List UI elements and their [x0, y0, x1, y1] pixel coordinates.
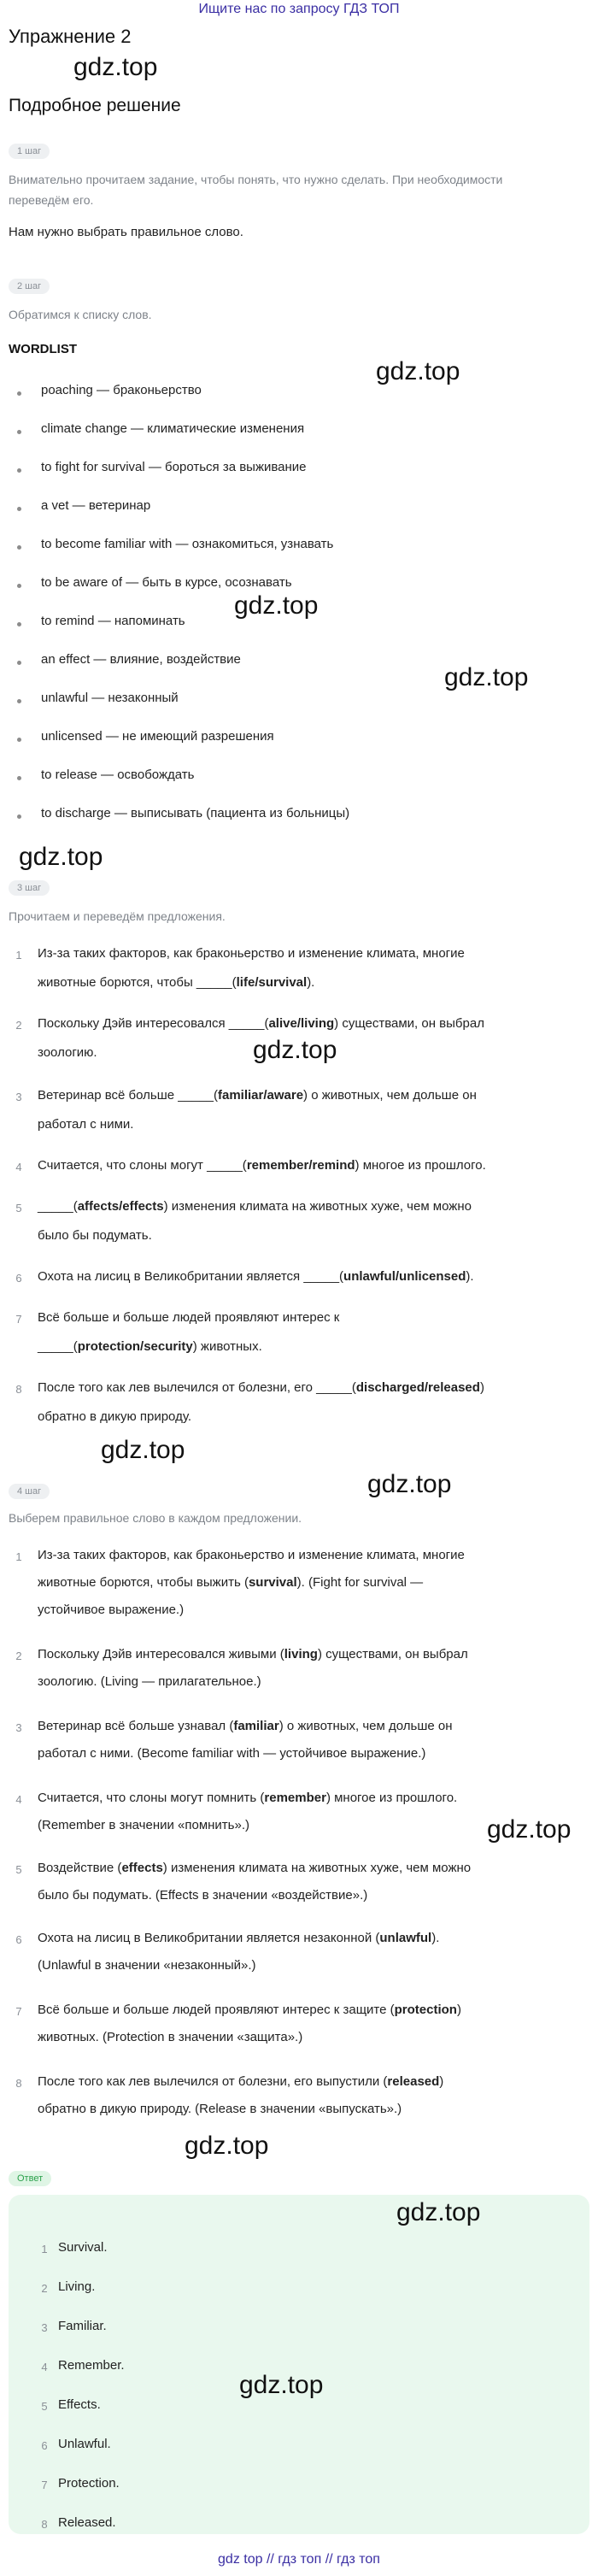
item-number: 2 [15, 1019, 22, 1032]
answer-item: Remember. [58, 2358, 125, 2373]
answer-item: Effects. [58, 2397, 101, 2412]
step-text: Внимательно прочитаем задание, чтобы понять, что нужно сделать. При необходимости [9, 173, 503, 186]
item-number: 5 [15, 1863, 22, 1876]
item-line: _____(affects/effects) изменения климата на животных хуже, чем можно [38, 1199, 472, 1214]
item-line: животные борются, чтобы выжить (survival). (Fight for survival — [38, 1575, 424, 1590]
step-badge: 2 шаг [9, 279, 50, 294]
answer-item: Survival. [58, 2240, 108, 2255]
bullet-icon [17, 584, 21, 588]
item-number: 7 [15, 1313, 22, 1326]
watermark: gdz.top [73, 53, 158, 81]
watermark: gdz.top [185, 2132, 269, 2160]
item-number: 4 [15, 1161, 22, 1173]
answer-item: Unlawful. [58, 2437, 111, 2451]
watermark: gdz.top [376, 357, 460, 385]
item-line: Охота на лисиц в Великобритании является незаконной (unlawful). [38, 1931, 440, 1945]
item-line: Считается, что слоны могут _____(remember/remind) многое из прошлого. [38, 1158, 486, 1173]
item-number: 3 [15, 1091, 22, 1103]
item-number: 5 [15, 1202, 22, 1214]
answer-item: Familiar. [58, 2319, 107, 2333]
step-text: Выберем правильное слово в каждом предложении. [9, 1511, 302, 1525]
top-banner: Ищите нас по запросу ГДЗ ТОП [198, 2, 400, 16]
bullet-icon [17, 661, 21, 665]
answer-badge: Ответ [9, 2171, 51, 2186]
bullet-icon [17, 430, 21, 434]
item-number: 5 [41, 2400, 48, 2413]
bullet-icon [17, 507, 21, 511]
item-line: После того как лев вылечился от болезни, его выпустили (released) [38, 2074, 444, 2089]
item-line: После того как лев вылечился от болезни, его _____(discharged/released) [38, 1380, 484, 1395]
item-line: животные борются, чтобы _____(life/survival). [38, 975, 315, 990]
wordlist-heading: WORDLIST [9, 342, 77, 356]
item-line: Всё больше и больше людей проявляют интерес к защите (protection) [38, 2003, 461, 2017]
page-title: Упражнение 2 [9, 26, 132, 47]
item-number: 7 [15, 2005, 22, 2018]
item-number: 7 [41, 2479, 48, 2491]
item-number: 6 [15, 1272, 22, 1285]
item-line: Ветеринар всё больше _____(familiar/aware) о животных, чем дольше он [38, 1088, 477, 1103]
watermark: gdz.top [487, 1815, 572, 1844]
bullet-icon [17, 738, 21, 742]
item-number: 3 [15, 1721, 22, 1734]
watermark: gdz.top [396, 2198, 481, 2226]
item-line: Считается, что слоны могут помнить (remember) многое из прошлого. [38, 1791, 458, 1805]
watermark: gdz.top [367, 1470, 452, 1498]
item-number: 8 [15, 2077, 22, 2090]
step-badge: 4 шаг [9, 1484, 50, 1499]
item-number: 1 [15, 949, 22, 962]
item-number: 1 [41, 2243, 48, 2255]
watermark: gdz.top [101, 1436, 185, 1464]
bullet-icon [17, 468, 21, 473]
item-number: 8 [15, 1383, 22, 1396]
item-line: Ветеринар всё больше узнавал (familiar) о животных, чем дольше он [38, 1719, 453, 1733]
item-number: 4 [41, 2361, 48, 2373]
answer-item: Living. [58, 2279, 96, 2294]
bullet-icon [17, 776, 21, 780]
watermark: gdz.top [239, 2371, 324, 2399]
watermark: gdz.top [234, 591, 319, 620]
item-number: 6 [41, 2439, 48, 2452]
step-text: Прочитаем и переведём предложения. [9, 909, 226, 923]
step-text: Обратимся к списку слов. [9, 308, 152, 321]
item-line: Поскольку Дэйв интересовался _____(alive/living) существами, он выбрал [38, 1016, 484, 1031]
step-text: Нам нужно выбрать правильное слово. [9, 225, 243, 239]
bullet-icon [17, 545, 21, 550]
item-number: 4 [15, 1793, 22, 1806]
section-title: Подробное решение [9, 96, 181, 115]
item-line: Воздействие (effects) изменения климата на животных хуже, чем можно [38, 1861, 472, 1875]
answer-item: Released. [58, 2515, 116, 2530]
footer-links[interactable]: gdz top // гдз топ // гдз топ [218, 2552, 380, 2567]
item-line: Поскольку Дэйв интересовался живыми (living) существами, он выбрал [38, 1647, 468, 1661]
item-number: 1 [15, 1550, 22, 1563]
item-number: 2 [41, 2282, 48, 2295]
bullet-icon [17, 391, 21, 396]
item-number: 2 [15, 1650, 22, 1662]
item-number: 8 [41, 2518, 48, 2531]
step-text: переведём его. [9, 193, 94, 207]
item-line: _____(protection/security) животных. [38, 1339, 262, 1354]
item-number: 6 [15, 1933, 22, 1946]
watermark: gdz.top [19, 843, 103, 871]
step-badge: 1 шаг [9, 144, 50, 159]
watermark: gdz.top [444, 663, 529, 691]
watermark: gdz.top [253, 1036, 337, 1064]
item-number: 3 [41, 2321, 48, 2334]
item-line: Охота на лисиц в Великобритании является _____(unlawful/unlicensed). [38, 1269, 474, 1284]
step-badge: 3 шаг [9, 880, 50, 896]
answer-item: Protection. [58, 2476, 120, 2491]
bullet-icon [17, 815, 21, 819]
bullet-icon [17, 699, 21, 703]
bullet-icon [17, 622, 21, 626]
